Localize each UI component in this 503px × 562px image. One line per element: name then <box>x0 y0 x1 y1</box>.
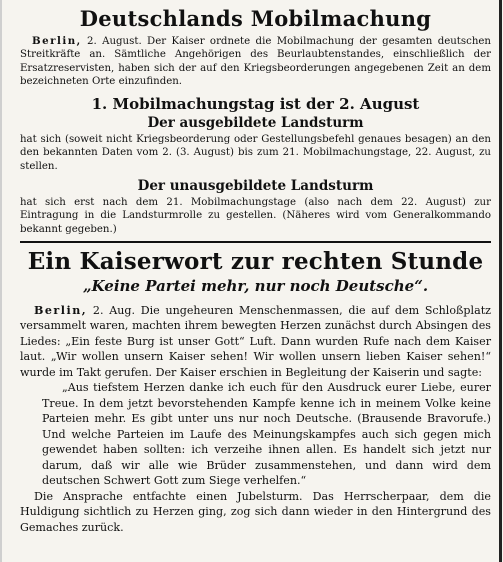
speech-block <box>20 380 491 489</box>
article-title: Ein Kaiserwort zur rechten Stunde <box>27 247 484 275</box>
section-heading-trained: Der ausgebildete Landsturm <box>147 115 364 132</box>
speech-text: „Aus tiefstem Herzen danke ich euch für den Ausdruck eurer Liebe, eurer Treue. In dem jetzt bevorstehenden Kampfe kenne ich in meinem Volke keine Parteien mehr. Es gibt unter uns nur noch Deutsche. (Brausende Bravorufe.) Und welche Parteien im Laufe des Meinungskampfes auch sich gegen mich gewendet haben sollten: ich verzeihe ihnen allen. Es handelt sich jetzt nur darum, daß wir alle wie Brüder zusammenstehen, und dann wird dem deutschen Schwert Gott zum Siege verhelfen.“ <box>42 381 491 488</box>
intro-paragraph <box>20 35 491 88</box>
mobilization-day-heading: 1. Mobilmachungstag ist der 2. August <box>91 95 420 114</box>
article-subtitle: „Keine Partei mehr, nur noch Deutsche“. <box>82 276 429 295</box>
article-title: Deutschlands Mobilmachung <box>79 6 432 31</box>
report-text: 2. Aug. Die ungeheuren Menschenmassen, die auf dem Schloßplatz versammelt waren, machten ihrem bewegten Herzen zunächst durch Absingen des Liedes: „Ein feste Burg ist unser Gott“ Luft. Dann wurden Rufe nach dem Kaiser laut. „Wir wollen unsern Kaiser sehen! Wir wollen unsern lieben Kaiser sehen!“ wurde im Takt gerufen. Der Kaiser erschien in Begleitung der Kaiserin und sagte: <box>20 303 491 379</box>
dateline: Berlin, <box>34 303 88 317</box>
section-text-untrained: hat sich erst nach dem 21. Mobilmachungstage (also nach dem 22. August) zur Eintragung in die Landsturmrolle zu gestellen. (Näheres wird vom Generalkommando bekannt gegeben.) <box>20 197 491 235</box>
closing-paragraph: Die Ansprache entfachte einen Jubelsturm. Das Herrscherpaar, dem die Huldigung sichtlich zu Herzen ging, zog sich dann wieder in den Hintergrund des Gemaches zurück. <box>20 489 491 534</box>
report-paragraph <box>20 303 491 381</box>
dateline: Berlin, <box>32 35 82 47</box>
article-divider <box>20 241 491 243</box>
section-heading-untrained: Der unausgebildete Landsturm <box>137 178 374 195</box>
section-text-trained: hat sich (soweit nicht Kriegsbeorderung oder Gestellungsbefehl genaues besagen) an den den bekannten Daten vom 2. (3. August) bis zum 21. Mobilmachungstage, 22. August, zu stellen. <box>20 134 491 172</box>
column-rule <box>499 0 502 562</box>
intro-text: 2. August. Der Kaiser ordnete die Mobilmachung der gesamten deutschen Streitkräfte an. Sämtliche Angehörigen des Beurlaubtenstandes, einschließlich der Ersatzreservisten, haben sich der auf den Kriegsbeorderungen angegebenen Zeit an dem bezeichneten Orte einzufinden. <box>20 36 491 87</box>
article-mobilization <box>20 6 491 236</box>
article-kaiserwort <box>20 248 491 536</box>
